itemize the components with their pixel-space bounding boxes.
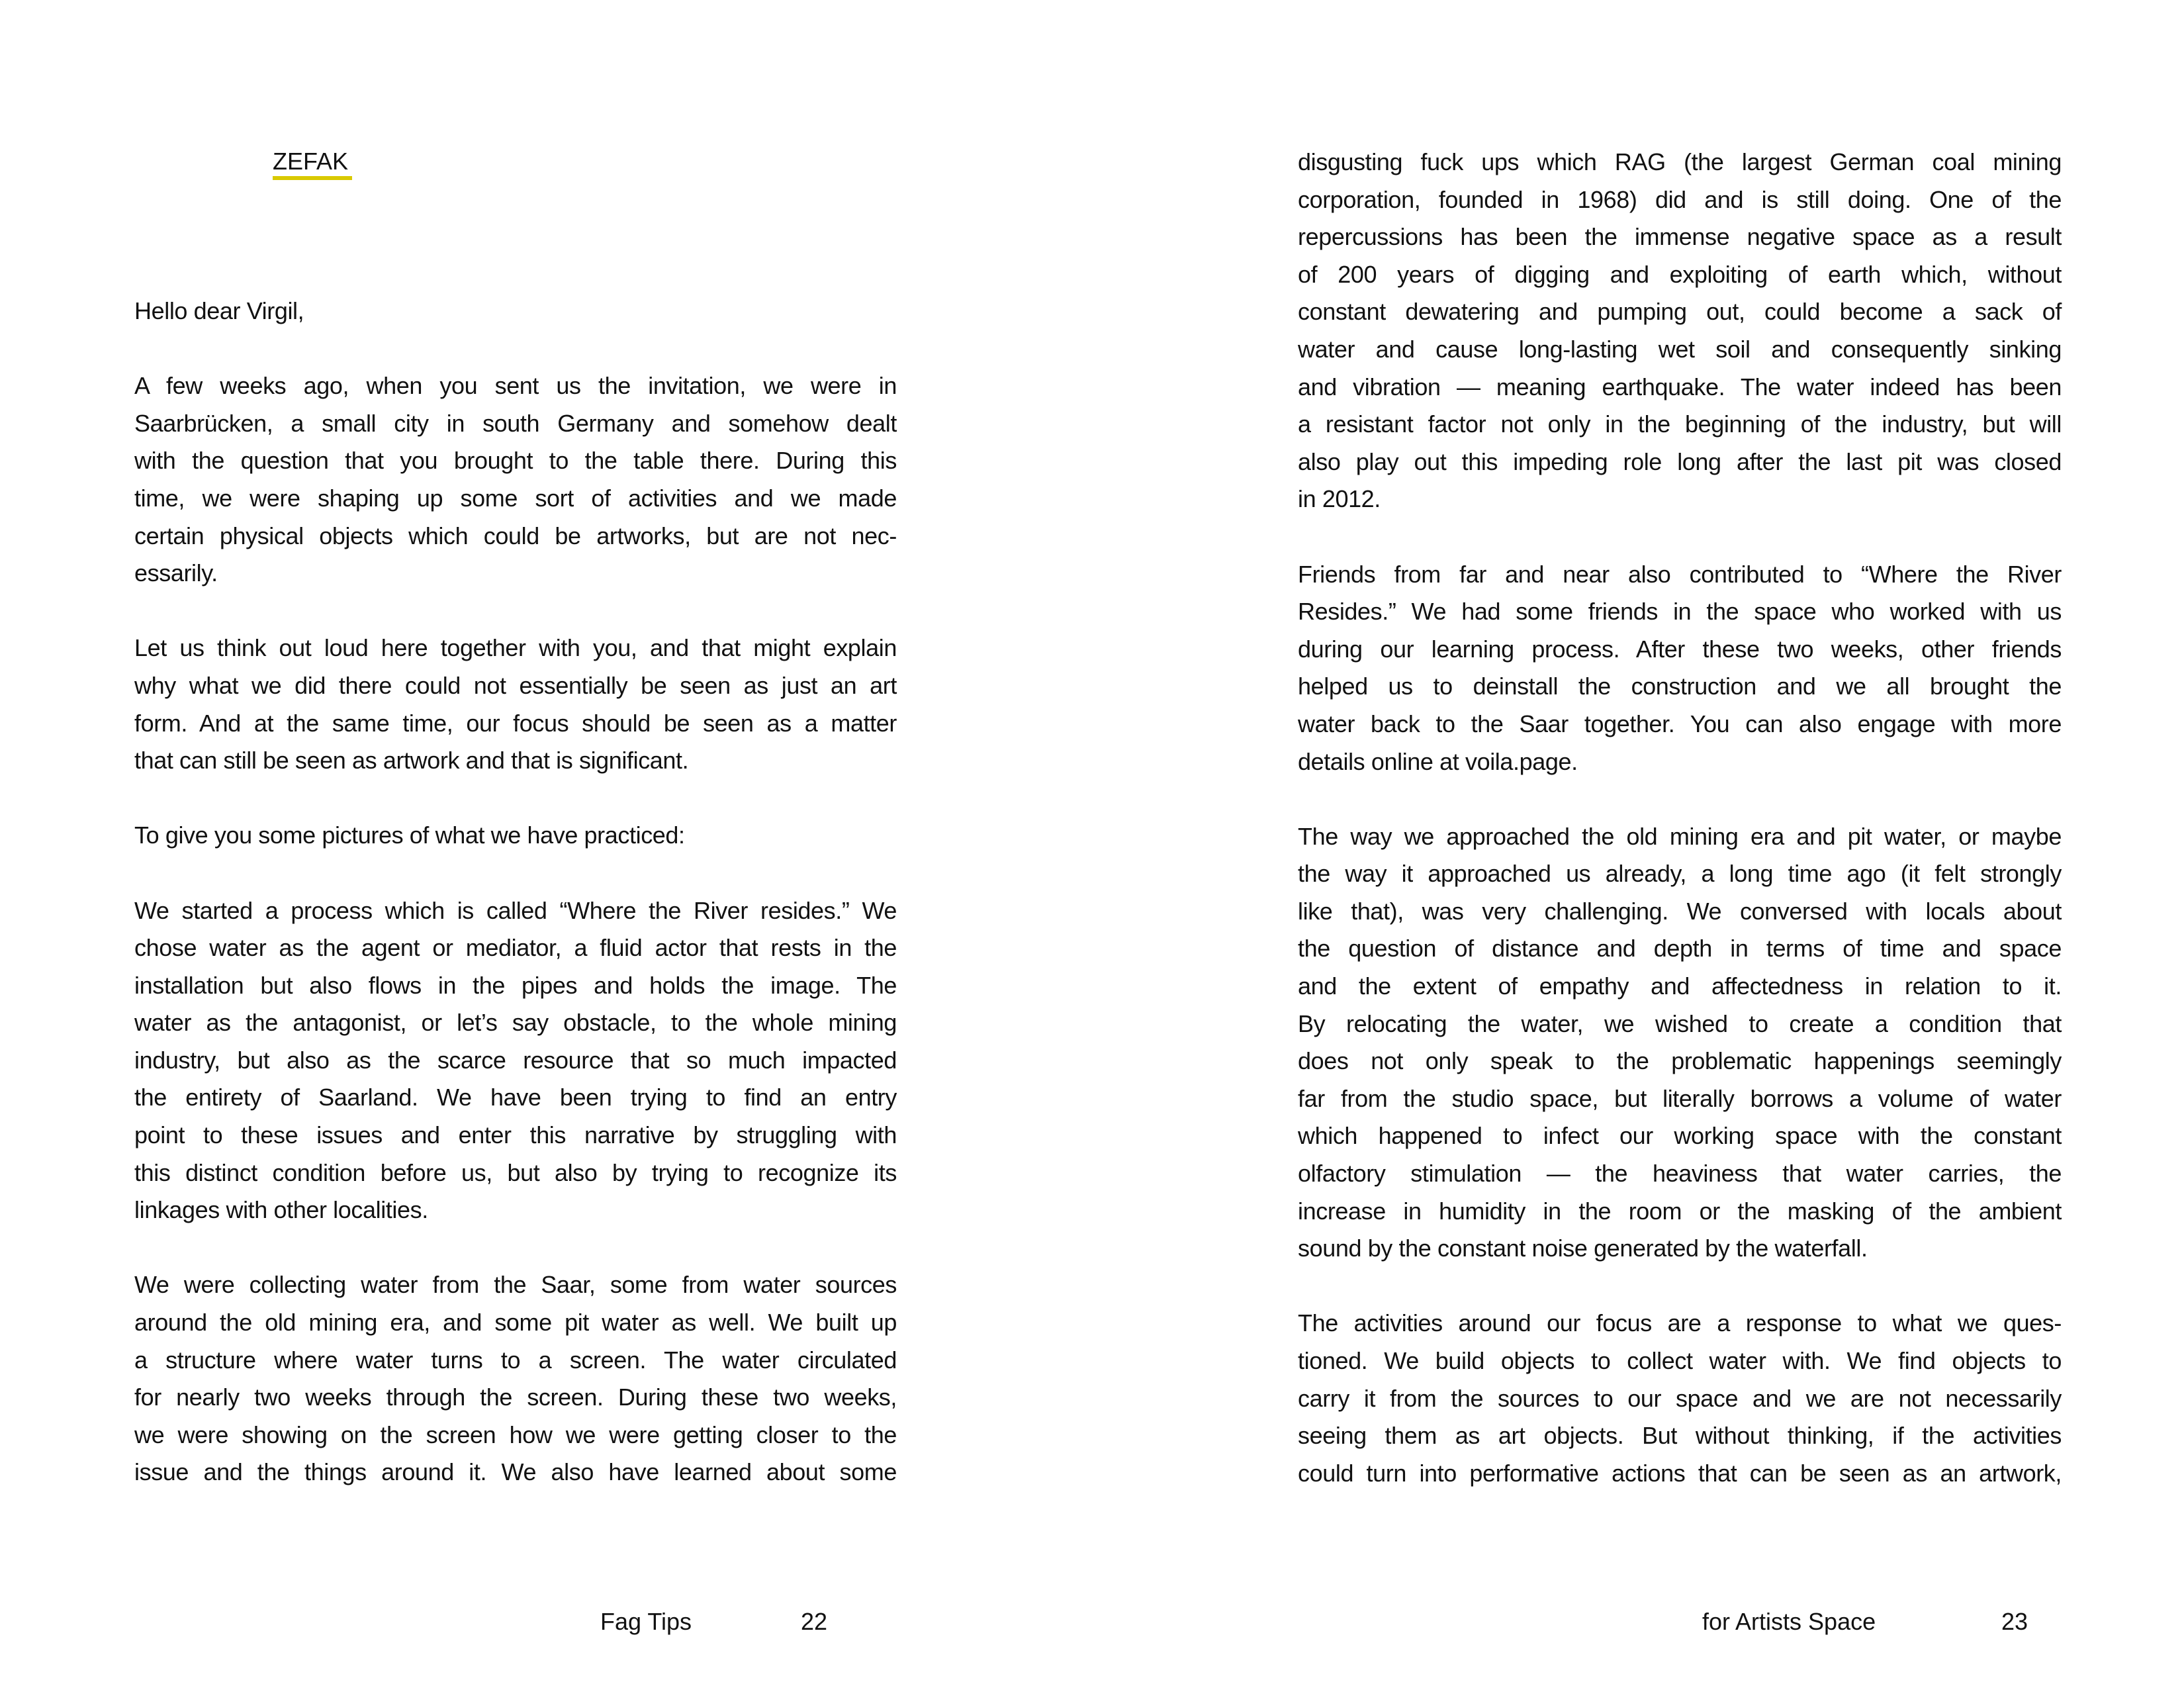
text-line: We started a process which is called “Where the River resides.” We [134, 896, 897, 924]
left-page-body [134, 293, 897, 1529]
text-line: form. And at the same time, our focus should be seen as a matter [134, 709, 897, 737]
text-line: tioned. We build objects to collect water with. We find objects to [1298, 1347, 2062, 1374]
right-page-number: 23 [2001, 1608, 2028, 1635]
text-line: carry it from the sources to our space and we are not necessarily [1298, 1384, 2062, 1412]
text-line: constant dewatering and pumping out, could become a sack of [1298, 298, 2062, 326]
paragraph [1298, 818, 2062, 1268]
text-line: chose water as the agent or mediator, a fluid actor that rests in the [134, 934, 897, 962]
text-line: To give you some pictures of what we have practiced: [134, 821, 685, 849]
text-line: Friends from far and near also contributed to “Where the River [1298, 560, 2062, 588]
text-line: with the question that you brought to the table there. During this [134, 447, 897, 475]
text-line: Saarbrücken, a small city in south Germany and somehow dealt [134, 409, 897, 437]
text-line: details online at voila.page. [1298, 747, 1578, 775]
text-line: this distinct condition before us, but also by trying to recognize its [134, 1158, 897, 1186]
text-line: of 200 years of digging and exploiting of earth which, without [1298, 260, 2062, 288]
text-line: The activities around our focus are a response to what we ques- [1298, 1309, 2062, 1337]
text-line: point to these issues and enter this narrative by struggling with [134, 1121, 897, 1149]
text-line: and the extent of empathy and affectedness in relation to it. [1298, 972, 2062, 1000]
text-line: We were collecting water from the Saar, some from water sources [134, 1271, 897, 1299]
text-line: the question of distance and depth in terms of time and space [1298, 935, 2062, 962]
paragraph [1298, 144, 2062, 518]
text-line: for nearly two weeks through the screen. During these two weeks, [134, 1383, 897, 1411]
text-line: disgusting fuck ups which RAG (the largest German coal mining [1298, 148, 2062, 175]
text-line: seeing them as art objects. But without thinking, if the activities [1298, 1422, 2062, 1450]
text-line: a structure where water turns to a screen. The water circulated [134, 1346, 897, 1374]
text-line: certain physical objects which could be artworks, but are not nec- [134, 522, 897, 549]
section-label-underline [273, 176, 352, 180]
text-line: installation but also flows in the pipes and holds the image. The [134, 971, 897, 999]
text-line: also play out this impeding role long after the last pit was closed [1298, 447, 2062, 475]
text-line: Hello dear Virgil, [134, 297, 304, 324]
left-running-footer: Fag Tips [600, 1608, 692, 1635]
text-line: and vibration — meaning earthquake. The water indeed has been [1298, 373, 2062, 400]
text-line: Let us think out loud here together with you, and that might explain [134, 634, 897, 662]
text-line: does not only speak to the problematic happenings seemingly [1298, 1047, 2062, 1075]
text-line: The way we approached the old mining era and pit water, or maybe [1298, 822, 2062, 850]
text-line: essarily. [134, 559, 218, 587]
right-running-footer: for Artists Space [1702, 1608, 1876, 1635]
section-label: ZEFAK [273, 148, 349, 175]
text-line: water back to the Saar together. You can also engage with more [1298, 710, 2062, 737]
paragraph [134, 367, 897, 592]
text-line: around the old mining era, and some pit water as well. We built up [134, 1309, 897, 1336]
text-line: issue and the things around it. We also have learned about some [134, 1458, 897, 1486]
text-line: we were showing on the screen how we were getting closer to the [134, 1421, 897, 1448]
text-line: A few weeks ago, when you sent us the invitation, we were in [134, 372, 897, 400]
text-line: the way it approached us already, a long time ago (it felt strongly [1298, 860, 2062, 888]
text-line: industry, but also as the scarce resource that so much impacted [134, 1046, 897, 1074]
text-line: why what we did there could not essentially be seen as just an art [134, 671, 897, 699]
text-line: in 2012. [1298, 485, 1381, 513]
text-line: a resistant factor not only in the beginning of the industry, but will [1298, 410, 2062, 438]
text-line: sound by the constant noise generated by the waterfall. [1298, 1235, 1868, 1262]
text-line: repercussions has been the immense negative space as a result [1298, 223, 2062, 251]
paragraph [1298, 556, 2062, 781]
text-line: during our learning process. After these two weeks, other friends [1298, 635, 2062, 663]
text-line: olfactory stimulation — the heaviness that water carries, the [1298, 1160, 2062, 1188]
text-line: linkages with other localities. [134, 1196, 428, 1224]
text-line: which happened to infect our working space with the constant [1298, 1122, 2062, 1150]
left-page-number: 22 [801, 1608, 828, 1635]
paragraph [134, 892, 897, 1229]
paragraph [134, 630, 897, 779]
text-line: far from the studio space, but literally borrows a volume of water [1298, 1084, 2062, 1112]
paragraph [134, 1266, 897, 1491]
text-line: corporation, founded in 1968) did and is still doing. One of the [1298, 185, 2062, 213]
text-line: time, we were shaping up some sort of activities and we made [134, 484, 897, 512]
right-page-body [1298, 144, 2062, 1530]
text-line: water as the antagonist, or let’s say obstacle, to the whole mining [134, 1009, 897, 1037]
paragraph [134, 293, 897, 330]
paragraph [1298, 1305, 2062, 1492]
text-line: could turn into performative actions that can be seen as an artwork, [1298, 1459, 2062, 1487]
text-line: Resides.” We had some friends in the space who worked with us [1298, 598, 2062, 626]
text-line: helped us to deinstall the construction and we all brought the [1298, 673, 2062, 700]
text-line: like that), was very challenging. We conversed with locals about [1298, 897, 2062, 925]
text-line: the entirety of Saarland. We have been trying to find an entry [134, 1084, 897, 1111]
paragraph [134, 817, 897, 855]
text-line: that can still be seen as artwork and that is significant. [134, 747, 689, 774]
text-line: By relocating the water, we wished to create a condition that [1298, 1009, 2062, 1037]
text-line: water and cause long-lasting wet soil and consequently sinking [1298, 335, 2062, 363]
text-line: increase in humidity in the room or the masking of the ambient [1298, 1197, 2062, 1225]
